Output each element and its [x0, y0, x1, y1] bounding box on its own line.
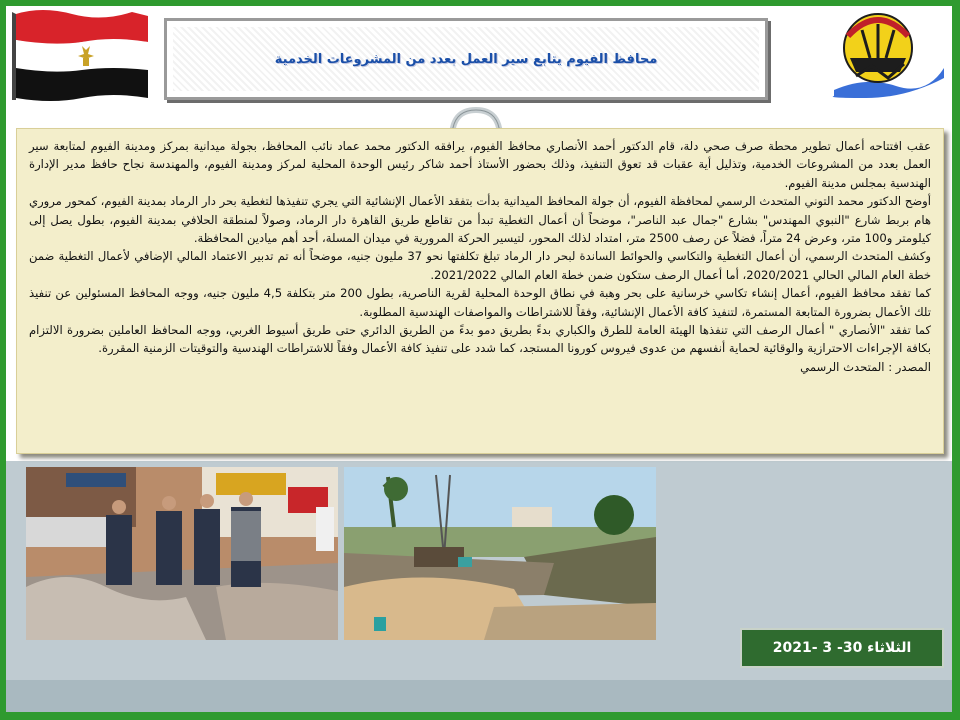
date-badge [740, 628, 944, 668]
footer-strip [6, 680, 952, 712]
egypt-flag-icon [12, 6, 152, 104]
article-source: المصدر : المتحدث الرسمي [800, 359, 931, 374]
title-banner-inner [173, 27, 759, 91]
fayoum-governorate-logo [826, 6, 946, 106]
article-paragraph: عقب افتتاحه أعمال تطوير محطة صرف صحي دلة، قام الدكتور أحمد الأنصاري محافظ الفيوم، يرافقه الدكتور محمد عماد نائب المحافظ، بجولة ميدانية بمركز ومدينة الفيوم لمتابعة سير العمل بعدد من المشروعات الخدمية، وتذليل أية عقبات قد تعوق التنفيذ، وذلك بحضور الأستاذ أحمد شاكر رئيس الوحدة المحلية لمركز ومدينة الفيوم، والمهندسة نجاح حافظ مدير الإدارة الهندسية بمجلس مدينة الفيوم. [29, 139, 931, 190]
article-paragraph: كما تفقد محافظ الفيوم، أعمال إنشاء تكاسي خرسانية على بحر وهبة في نطاق الوحدة المحلية لقرية الناصرية، بطول 200 متر بتكلفة 4,5 مليون جنيه، ووجه المحافظ المسئولين عن تنفيذ تلك الأعمال بضرورة المتابعة المستمرة، لتنفيذ كافة الأعمال الإنشائية، وفقاً للاشتراطات والمواصفات الهندسية المطلوبة. [29, 286, 931, 319]
article-body [16, 128, 944, 454]
page-title: محافظ الفيوم يتابع سير العمل بعدد من المشروعات الخدمية [274, 51, 658, 67]
photo-canal-works [344, 467, 656, 640]
title-banner [164, 18, 768, 100]
article-paragraph: وكشف المتحدث الرسمي، أن أعمال التغطية والتكاسي والحوائط الساندة لبحر دار الرماد تبلغ تكلفتها نحو 37 مليون جنيه، موضحاً أنه تم تدبير الاعتماد المالي الإضافي لأعمال التغطية ضمن خطة العام المالي الحالي 2020/2021، أما أعمال الرصف ستكون ضمن خطة العام المالي 2021/2022. [29, 249, 931, 282]
photo-officials-site-visit [26, 467, 338, 640]
article-paragraph: كما تفقد "الأنصاري " أعمال الرصف التي تنفذها الهيئة العامة للطرق والكباري بدءً بطريق دمو بدءً من الطريق الدائري حتى طريق أسيوط الغربي، ووجه المحافظ العاملين بضرورة الالتزام بكافة الإجراءات الاحترازية والوقائية لحماية أنفسهم من عدوى فيروس كورونا المستجد، كما شدد على تنفيذ كافة الأعمال وفقاً للاشتراطات الهندسية والتوقيتات الزمنية المقررة. [29, 323, 931, 356]
date-label: الثلاثاء 30- 3 -2021 [772, 640, 912, 656]
article-paragraph: أوضح الدكتور محمد التوني المتحدث الرسمي لمحافظة الفيوم، أن جولة المحافظ الميدانية بدأت بتفقد الأعمال الإنشائية التي يجري تنفيذها لتغطية بحر دار الرماد بمدينة الفيوم، كمحور مروري هام بربط شارع "النبوي المهندس" بشارع "جمال عبد الناصر"، موضحاً أن أعمال التغطية تبدأ من تقاطع طريق القاهرة دار الرماد، وصولاً لمنطقة الحلافي بمدينة الفيوم، بطول يصل إلى كيلومتر و100 متر، وعرض 24 متراً، فضلاً عن رصف 2500 متر، امتداد لذلك المحور، لتيسير الحركة المرورية في ميدان المسلة، أحد أهم ميادين المحافظة. [29, 194, 931, 246]
